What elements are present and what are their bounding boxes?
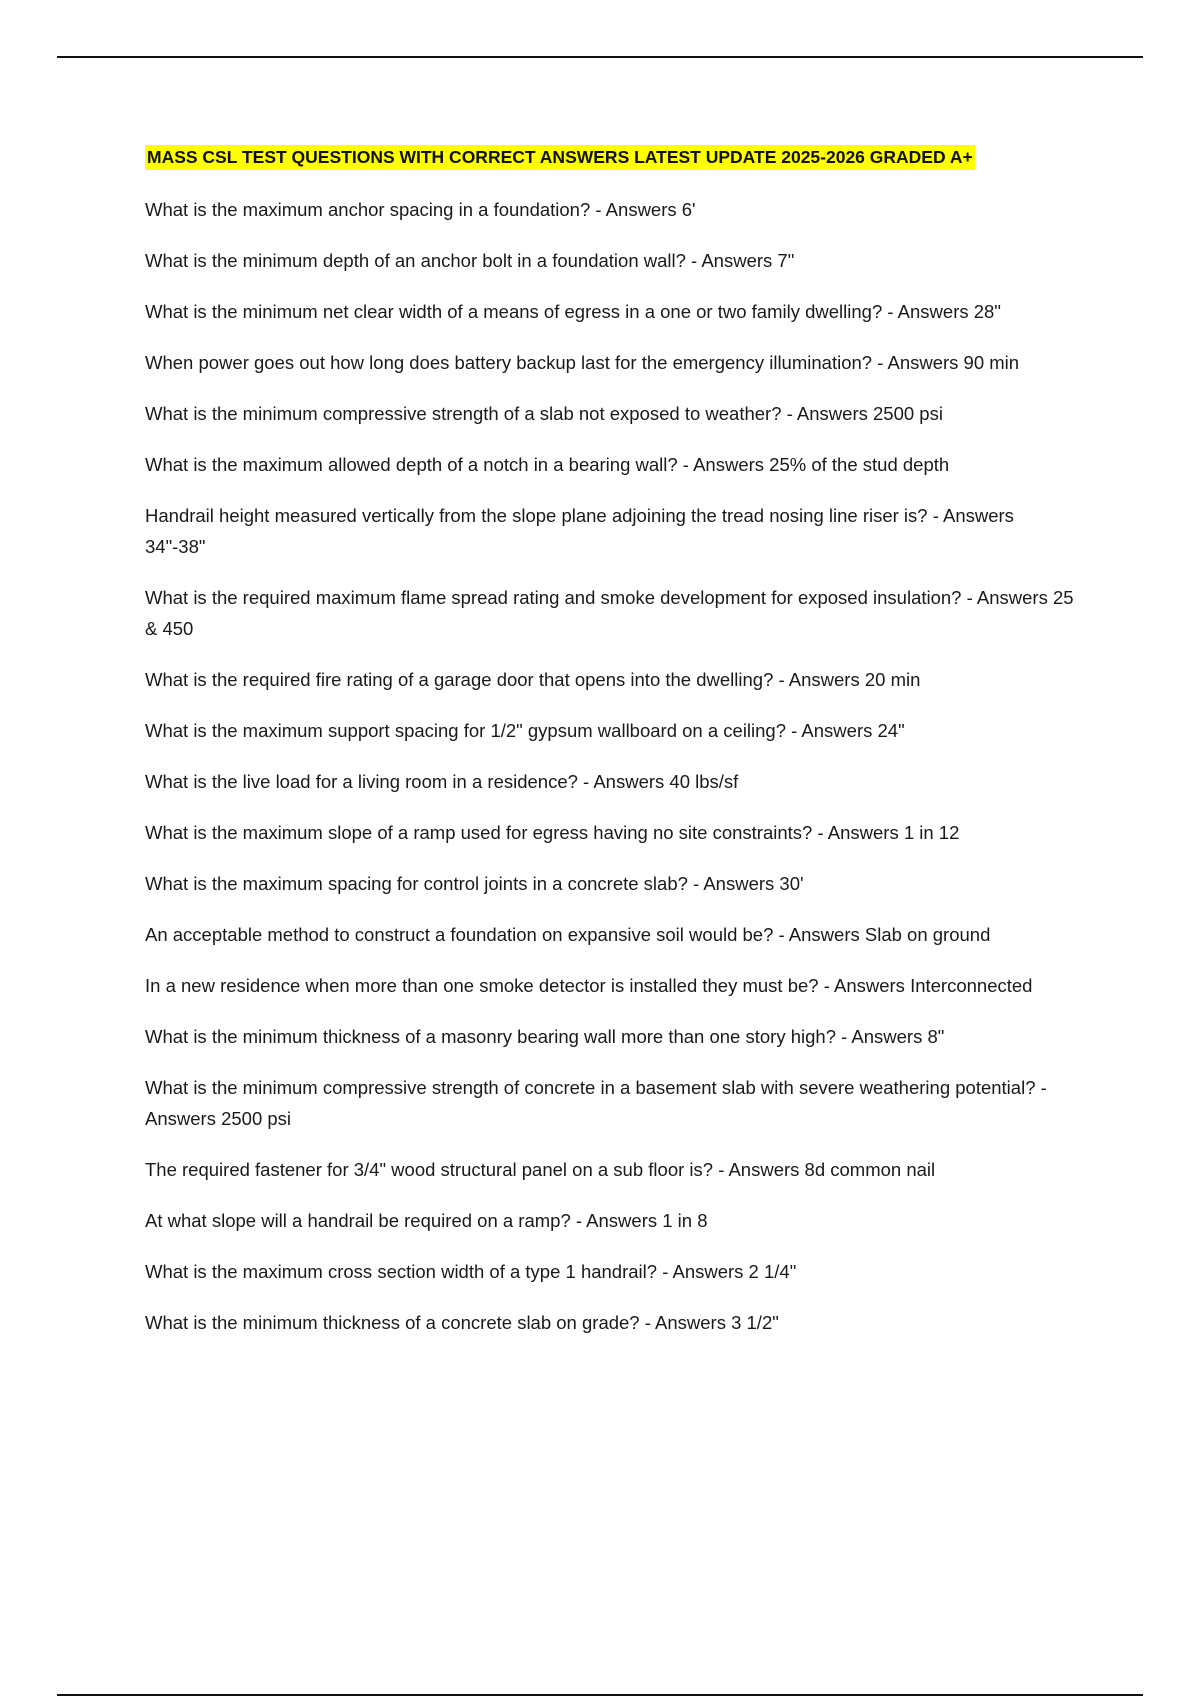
qa-item: In a new residence when more than one smoke detector is installed they must be? - Answers Interconnected bbox=[145, 975, 1033, 996]
qa-item: An acceptable method to construct a foundation on expansive soil would be? - Answers Slab on ground bbox=[145, 924, 991, 945]
qa-item: Handrail height measured vertically from the slope plane adjoining the tread nosing line riser is? - Answers 34"-38" bbox=[145, 505, 1014, 557]
qa-item: The required fastener for 3/4" wood structural panel on a sub floor is? - Answers 8d common nail bbox=[145, 1159, 936, 1180]
qa-item: What is the minimum depth of an anchor bolt in a foundation wall? - Answers 7" bbox=[145, 250, 795, 271]
qa-item: What is the minimum thickness of a concrete slab on grade? - Answers 3 1/2" bbox=[145, 1312, 779, 1333]
qa-item: What is the maximum anchor spacing in a foundation? - Answers 6' bbox=[145, 199, 696, 220]
qa-item: What is the maximum allowed depth of a notch in a bearing wall? - Answers 25% of the stud depth bbox=[145, 454, 950, 475]
qa-item: What is the minimum net clear width of a means of egress in a one or two family dwelling? - Answers 28" bbox=[145, 301, 1001, 322]
qa-item: What is the required fire rating of a garage door that opens into the dwelling? - Answers 20 min bbox=[145, 669, 921, 690]
qa-item: What is the live load for a living room in a residence? - Answers 40 lbs/sf bbox=[145, 771, 739, 792]
qa-item: At what slope will a handrail be required on a ramp? - Answers 1 in 8 bbox=[145, 1210, 708, 1231]
qa-list bbox=[145, 194, 1075, 1338]
qa-item: What is the minimum compressive strength of a slab not exposed to weather? - Answers 2500 psi bbox=[145, 403, 943, 424]
qa-item: What is the maximum spacing for control joints in a concrete slab? - Answers 30' bbox=[145, 873, 804, 894]
bottom-divider bbox=[57, 1694, 1143, 1696]
document-title: MASS CSL TEST QUESTIONS WITH CORRECT ANSWERS LATEST UPDATE 2025-2026 GRADED A+ bbox=[145, 145, 975, 170]
top-divider bbox=[57, 56, 1143, 58]
qa-item: What is the maximum cross section width of a type 1 handrail? - Answers 2 1/4" bbox=[145, 1261, 797, 1282]
qa-item: What is the required maximum flame spread rating and smoke development for exposed insulation? - Answers 25 & 450 bbox=[145, 587, 1074, 639]
qa-item: What is the minimum compressive strength of concrete in a basement slab with severe weathering potential? - Answers 2500 psi bbox=[145, 1077, 1047, 1129]
qa-item: What is the minimum thickness of a masonry bearing wall more than one story high? - Answers 8" bbox=[145, 1026, 945, 1047]
document-body bbox=[145, 145, 1075, 1358]
qa-item: What is the maximum slope of a ramp used for egress having no site constraints? - Answers 1 in 12 bbox=[145, 822, 960, 843]
qa-item: When power goes out how long does battery backup last for the emergency illumination? - Answers 90 min bbox=[145, 352, 1020, 373]
qa-item: What is the maximum support spacing for 1/2" gypsum wallboard on a ceiling? - Answers 24" bbox=[145, 720, 905, 741]
